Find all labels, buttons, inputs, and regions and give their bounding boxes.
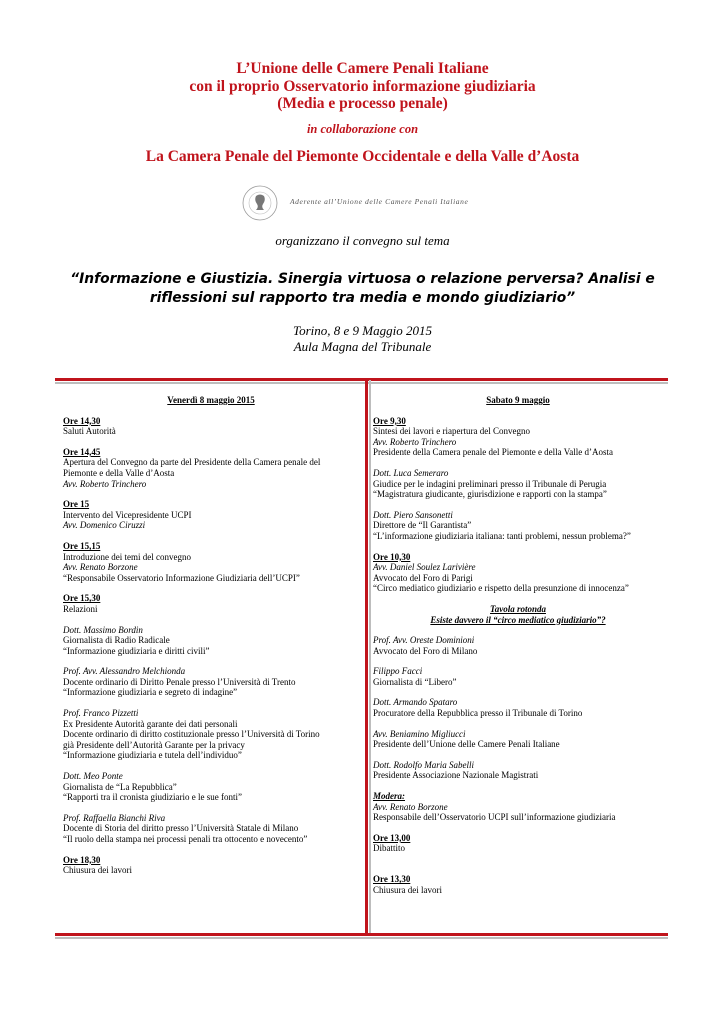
speaker-role: Presidente dell’Unione delle Camere Penali Italiane xyxy=(373,739,560,750)
program-text: Relazioni xyxy=(63,603,98,614)
bottom-rule xyxy=(55,933,668,939)
round-table-title: Tavola rotonda xyxy=(490,603,546,614)
panelist xyxy=(373,635,663,656)
program-block xyxy=(63,416,359,437)
seal-icon xyxy=(232,183,288,223)
speaker-role: Avvocato del Foro di Milano xyxy=(373,645,478,656)
program-block xyxy=(63,813,359,845)
program-text: Docente ordinario di Diritto Penale presso l’Università di Trento xyxy=(63,676,296,687)
program-text: Chiusura dei lavori xyxy=(373,884,442,895)
time-label: Ore 15,15 xyxy=(63,540,101,551)
program-text: “Responsabile Osservatorio Informazione Giudiziaria dell’UCPI” xyxy=(63,572,300,583)
program-text: Piemonte e della Valle d’Aosta xyxy=(63,467,175,478)
speaker-name: Avv. Renato Borzone xyxy=(63,562,138,573)
program-block xyxy=(373,416,663,458)
program-text: Avvocato del Foro di Parigi xyxy=(373,572,473,583)
program-block xyxy=(373,468,663,500)
organizer-heading xyxy=(0,60,725,113)
time-label: Ore 15 xyxy=(63,499,90,510)
speaker-role: Giornalista di “Libero” xyxy=(373,676,457,687)
time-label: Ore 18,30 xyxy=(63,854,101,865)
speaker-name: Dott. Piero Sansonetti xyxy=(373,509,453,520)
time-label: Ore 15,30 xyxy=(63,593,101,604)
program-text: Dibattito xyxy=(373,843,405,854)
program-block xyxy=(63,666,359,698)
program-text: Giornalista de “La Repubblica” xyxy=(63,781,177,792)
program-block xyxy=(63,625,359,657)
program-text: “Il ruolo della stampa nei processi penali tra ottocento e novecento” xyxy=(63,834,308,844)
program-block xyxy=(63,855,359,876)
speaker-name: Dott. Massimo Bordin xyxy=(63,624,143,635)
heading-line: L’Unione delle Camere Penali Italiane xyxy=(236,60,489,77)
conference-title: “Informazione e Giustizia. Sinergia virtuosa o relazione perversa? Analisi e riflessioni sul rapporto tra media e mondo giudiziario” xyxy=(70,271,655,306)
round-table-question: Esiste davvero il “circo mediatico giudiziario”? xyxy=(430,614,606,625)
time-label: Ore 14,45 xyxy=(63,446,101,457)
program-block xyxy=(63,593,359,614)
organize-line: organizzano il convegno sul tema xyxy=(275,233,450,248)
speaker-role: Responsabile dell’Osservatorio UCPI sull’informazione giudiziaria xyxy=(373,812,616,823)
day-heading: Sabato 9 maggio xyxy=(486,395,550,405)
speaker-name: Filippo Facci xyxy=(373,666,423,677)
program-block xyxy=(373,874,663,895)
speaker-name: Avv. Roberto Trinchero xyxy=(63,478,147,489)
speaker-name: Prof. Franco Pizzetti xyxy=(63,708,139,719)
panelist xyxy=(373,729,663,750)
program-text: “Magistratura giudicante, giurisdizione e rapporti con la stampa” xyxy=(373,489,607,500)
program-text: Introduzione dei temi del convegno xyxy=(63,551,191,562)
program-text: Chiusura dei lavori xyxy=(63,865,132,876)
program-text: Sintesi dei lavori e riapertura del Convegno xyxy=(373,426,530,437)
program-block xyxy=(63,499,359,531)
moderator xyxy=(373,791,663,823)
heading-line: (Media e processo penale) xyxy=(277,95,448,112)
panelist xyxy=(373,697,663,718)
program-text: Giornalista di Radio Radicale xyxy=(63,635,170,646)
speaker-name: Dott. Rodolfo Maria Sabelli xyxy=(373,759,474,770)
program-block xyxy=(373,833,663,854)
program-text: Docente ordinario di diritto costituzionale presso l’Università di Torino xyxy=(63,729,320,740)
speaker-name: Avv. Renato Borzone xyxy=(373,801,448,812)
venue-line: Aula Magna del Tribunale xyxy=(293,338,432,354)
program-text: “Circo mediatico giudiziario e rispetto della presunzione di innocenza” xyxy=(373,583,629,594)
friday-program xyxy=(63,395,359,886)
column-divider xyxy=(365,380,368,936)
program-block xyxy=(63,771,359,803)
program-text: Saluti Autorità xyxy=(63,426,116,437)
speaker-name: Prof. Avv. Alessandro Melchionda xyxy=(63,666,186,677)
program-block xyxy=(63,447,359,489)
moderator-label: Modera: xyxy=(373,791,405,802)
time-label: Ore 14,30 xyxy=(63,415,101,426)
speaker-name: Avv. Roberto Trinchero xyxy=(373,436,457,447)
saturday-program xyxy=(373,395,663,905)
program-block xyxy=(63,708,359,761)
speaker-name: Dott. Meo Ponte xyxy=(63,771,123,782)
program-text: Giudice per le indagini preliminari presso il Tribunale di Perugia xyxy=(373,478,607,489)
speaker-name: Avv. Domenico Ciruzzi xyxy=(63,520,146,531)
speaker-name: Prof. Raffaella Bianchi Riva xyxy=(63,812,166,823)
speaker-role: Procuratore della Repubblica presso il Tribunale di Torino xyxy=(373,708,583,719)
speaker-name: Dott. Armando Spataro xyxy=(373,697,458,708)
program-text: Direttore de “Il Garantista” xyxy=(373,520,472,531)
program-block xyxy=(373,510,663,542)
time-label: Ore 9,30 xyxy=(373,415,406,426)
logo-caption: Aderente all’Unione delle Camere Penali Italiane xyxy=(290,197,469,206)
program-text: “Rapporti tra il cronista giudiziario e le sue fonti” xyxy=(63,792,242,803)
program-text: Apertura del Convegno da parte del Presidente della Camera penale del xyxy=(63,457,321,468)
speaker-name: Dott. Luca Semeraro xyxy=(373,467,449,478)
program-text: Docente di Storia del diritto presso l’Università Statale di Milano xyxy=(63,823,299,834)
program-text: Presidente della Camera penale del Piemonte e della Valle d’Aosta xyxy=(373,447,613,458)
program-text: già Presidente dell’Autorità Garante per la privacy xyxy=(63,739,245,750)
collaboration-line: in collaborazione con xyxy=(306,122,419,136)
speaker-name: Avv. Daniel Soulez Larivière xyxy=(373,562,476,573)
program-text: “Informazione giudiziaria e diritti civili” xyxy=(63,645,210,656)
program-text: “L’informazione giudiziaria italiana: tanti problemi, nessun problema?” xyxy=(373,530,631,541)
column-divider-shadow xyxy=(369,380,371,936)
speaker-role: Presidente Associazione Nazionale Magistrati xyxy=(373,770,539,781)
panelist xyxy=(373,666,663,687)
partner-heading: La Camera Penale del Piemonte Occidentale e della Valle d’Aosta xyxy=(145,148,580,165)
time-label: Ore 13,00 xyxy=(373,832,411,843)
date-line: Torino, 8 e 9 Maggio 2015 xyxy=(293,323,432,338)
speaker-name: Avv. Beniamino Migliucci xyxy=(373,728,466,739)
time-label: Ore 13,30 xyxy=(373,874,411,884)
heading-line: con il proprio Osservatorio informazione giudiziaria xyxy=(189,77,536,95)
time-label: Ore 10,30 xyxy=(373,551,411,562)
speaker-name: Prof. Avv. Oreste Dominioni xyxy=(373,635,475,646)
panelist xyxy=(373,760,663,781)
program-text: “Informazione giudiziaria e tutela dell’individuo” xyxy=(63,750,242,761)
event-date xyxy=(0,323,725,354)
program-block xyxy=(63,541,359,583)
day-heading: Venerdì 8 maggio 2015 xyxy=(167,395,255,405)
top-rule xyxy=(55,378,668,384)
program-text: “Informazione giudiziaria e segreto di indagine” xyxy=(63,687,238,698)
program-text: Intervento del Vicepresidente UCPI xyxy=(63,509,192,520)
ucpi-logo xyxy=(232,183,502,223)
program-block xyxy=(373,552,663,594)
program-text: Ex Presidente Autorità garante dei dati personali xyxy=(63,718,238,729)
